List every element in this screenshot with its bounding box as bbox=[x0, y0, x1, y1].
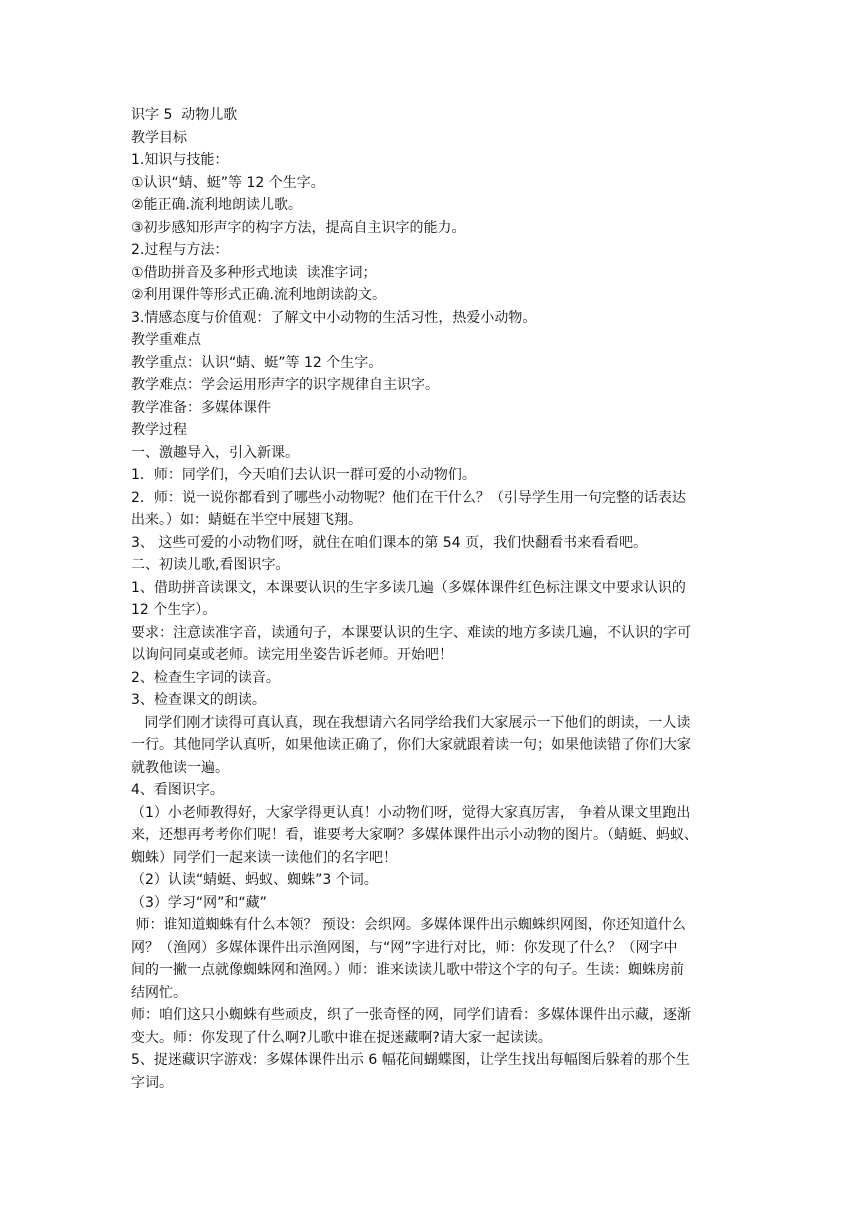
text-line: ②能正确.流利地朗读儿歌。 bbox=[131, 197, 303, 213]
text-line: 同学们刚才读得可真认真，现在我想请六名同学给我们大家展示一下他们的朗读，一人读 bbox=[131, 714, 691, 731]
text-line: 二、初读儿歌,看图识字。 bbox=[131, 557, 290, 573]
text-line: 蜘蛛）同学们一起来读一读他们的名字吧！ bbox=[131, 849, 397, 866]
text-line: 1．师：同学们，今天咱们去认识一群可爱的小动物们。 bbox=[131, 467, 476, 483]
text-line: 3、 这些可爱的小动物们呀，就住在咱们课本的第 54 页，我们快翻看书来看看吧。 bbox=[131, 534, 648, 551]
document-title: 识字 5 动物儿歌 bbox=[131, 107, 238, 123]
text-line: 教学目标 bbox=[131, 129, 187, 146]
text-line: 网？（渔网）多媒体课件出示渔网图，与“网”字进行对比，师：你发现了什么？（网字中 bbox=[131, 939, 678, 956]
text-line: 要求：注意读准字音，读通句子，本课要认识的生字、难读的地方多读几遍，不认识的字可 bbox=[131, 624, 691, 641]
text-line: 教学准备：多媒体课件 bbox=[131, 399, 271, 416]
text-line: 就教他读一遍。 bbox=[131, 759, 229, 776]
document-page bbox=[131, 104, 731, 1094]
text-line: 1.知识与技能： bbox=[131, 152, 229, 168]
text-line: 5、捉迷藏识字游戏：多媒体课件出示 6 幅花间蝴蝶图，让学生找出每幅图后躲着的那个生 bbox=[131, 1052, 690, 1068]
text-line: 2．师：说一说你都看到了哪些小动物呢？他们在干什么？（引导学生用一句完整的话表达 bbox=[131, 489, 686, 506]
text-line: 结网忙。 bbox=[131, 984, 187, 1001]
text-line: 一、激趣导入，引入新课。 bbox=[131, 444, 299, 461]
text-line: 字词。 bbox=[131, 1074, 173, 1091]
document-body bbox=[131, 127, 731, 1095]
text-line: 12 个生字）。 bbox=[131, 602, 217, 618]
text-line: 教学过程 bbox=[131, 422, 187, 438]
text-line: 3、检查课文的朗读。 bbox=[131, 692, 266, 708]
text-line: ①认识“蜻、蜓”等 12 个生字。 bbox=[131, 174, 325, 191]
text-line: 2.过程与方法： bbox=[131, 242, 229, 258]
text-line: 1、借助拼音读课文，本课要认识的生字多读几遍（多媒体课件红色标注课文中要求认识的 bbox=[131, 579, 686, 596]
text-line: 3.情感态度与价值观：了解文中小动物的生活习性，热爱小动物。 bbox=[131, 309, 537, 326]
text-line: 变大。师：你发现了什么啊?儿歌中谁在捉迷藏啊?请大家一起读读。 bbox=[131, 1029, 552, 1046]
text-line: 一行。其他同学认真听，如果他读正确了，你们大家就跟着读一句；如果他读错了你们大家 bbox=[131, 737, 691, 753]
text-line: 教学难点：学会运用形声字的识字规律自主识字。 bbox=[131, 377, 439, 393]
text-line: 出来。）如：蜻蜓在半空中展翅飞翔。 bbox=[131, 512, 362, 528]
text-line: 师：咱们这只小蜘蛛有些顽皮，织了一张奇怪的网，同学们请看：多媒体课件出示藏，逐渐 bbox=[131, 1007, 691, 1023]
text-line: 教学重点：认识“蜻、蜓”等 12 个生字。 bbox=[131, 354, 383, 371]
text-line: 以询问同桌或老师。读完用坐姿告诉老师。开始吧！ bbox=[131, 647, 453, 663]
text-line: （1）小老师教得好，大家学得更认真！小动物们呀，觉得大家真厉害， 争着从课文里跑出 bbox=[131, 804, 691, 821]
text-line: （3）学习“网”和“藏” bbox=[131, 894, 267, 911]
text-line: （2）认读“蜻蜓、蚂蚁、蜘蛛”3 个词。 bbox=[131, 872, 378, 888]
text-line: 师：谁知道蜘蛛有什么本领？ 预设：会织网。多媒体课件出示蜘蛛织网图，你还知道什么 bbox=[131, 917, 686, 933]
text-line: 4、看图识字。 bbox=[131, 782, 224, 798]
text-line: ②利用课件等形式正确.流利地朗读韵文。 bbox=[131, 287, 386, 303]
text-line: 教学重难点 bbox=[131, 332, 201, 348]
text-line: 2、检查生字词的读音。 bbox=[131, 669, 280, 686]
text-line: ③初步感知形声字的构字方法，提高自主识字的能力。 bbox=[131, 219, 466, 236]
text-line: 间的一撇一点就像蜘蛛网和渔网。）师：谁来读读儿歌中带这个字的句子。生读：蜘蛛房前 bbox=[131, 962, 684, 978]
text-line: ①借助拼音及多种形式地读 读准字词； bbox=[131, 264, 377, 281]
text-line: 来，还想再考考你们呢！看，谁要考大家啊？多媒体课件出示小动物的图片。（蜻蜓、蚂蚁、 bbox=[131, 827, 698, 843]
